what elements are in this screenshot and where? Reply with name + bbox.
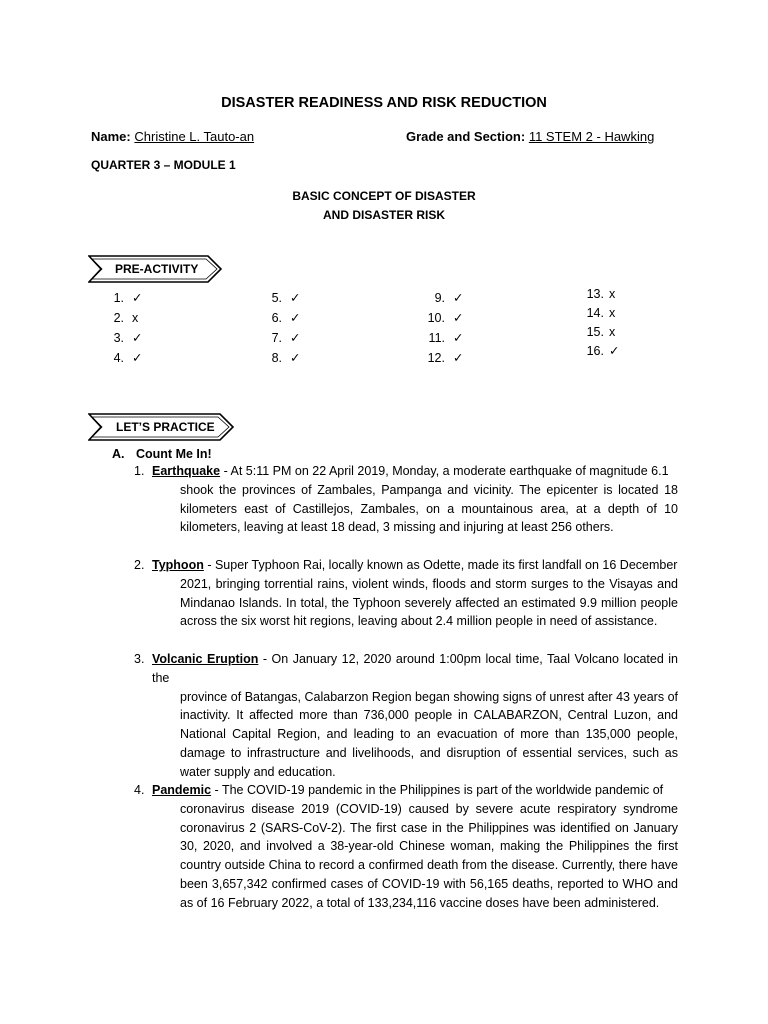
item-number: 3. xyxy=(134,652,145,666)
item-term: Pandemic xyxy=(152,783,212,797)
disaster-item-volcanic-eruption xyxy=(134,650,678,782)
item-number: 4. xyxy=(134,783,145,797)
answer-mark: ✓ xyxy=(453,351,464,365)
answer-mark: ✓ xyxy=(453,311,464,325)
subtitle-line-1: BASIC CONCEPT OF DISASTER xyxy=(292,189,476,203)
section-letter: A. xyxy=(112,447,125,461)
answer-number: 12. xyxy=(427,351,445,365)
lets-practice-banner xyxy=(88,413,236,441)
item-term: Volcanic Eruption xyxy=(152,652,259,666)
section-title: Count Me In! xyxy=(136,447,212,461)
item-term: Earthquake xyxy=(152,464,221,478)
document-title: DISASTER READINESS AND RISK REDUCTION xyxy=(221,95,547,111)
item-lead-text: - On January 12, 2020 around 1:00pm local time, Taal Volcano located in the xyxy=(152,652,678,685)
answer-item xyxy=(580,304,619,323)
answer-item xyxy=(421,288,463,308)
answers-column-1 xyxy=(100,288,142,368)
name-value: Christine L. Tauto-an xyxy=(134,129,255,144)
answer-item xyxy=(580,285,619,304)
answer-item xyxy=(580,342,619,361)
answer-item xyxy=(421,328,463,348)
answers-column-3 xyxy=(421,288,463,368)
answer-mark: ✓ xyxy=(453,291,464,305)
answer-mark: ✓ xyxy=(132,331,143,345)
answer-number: 1. xyxy=(113,291,124,305)
item-body-text: shook the provinces of Zambales, Pampanga and vicinity. The epicenter is located 18 kilometers east of Castillejos, Zambales, on a mountainous area, at a depth of 10 kilometers, leaving at least 18 dead, 3 missing and injuring at least 256 others. xyxy=(180,482,678,535)
answer-mark: ✓ xyxy=(453,331,464,345)
disaster-item-typhoon xyxy=(134,556,678,631)
item-body-text: province of Batangas, Calabarzon Region began showing signs of unrest after 43 years of inactivity. It affected more than 736,000 people in CALABARZON, Central Luzon, and National Capital Region, and leading to an evacuation of more than 135,000 people, damage to infrastructure and livelihoods, and disruption of essential services, such as water supply and education. xyxy=(180,689,678,779)
answer-mark: ✓ xyxy=(290,331,301,345)
answer-number: 6. xyxy=(271,311,282,325)
grade-section-value: 11 STEM 2 - Hawking xyxy=(528,129,655,144)
answer-number: 10. xyxy=(427,311,445,325)
answer-mark: x xyxy=(132,311,139,325)
answer-item xyxy=(100,288,142,308)
name-field xyxy=(91,129,254,144)
disaster-item-earthquake xyxy=(134,462,678,537)
answer-item xyxy=(421,348,463,368)
answer-item xyxy=(258,328,300,348)
answers-column-4 xyxy=(580,285,619,361)
item-number: 1. xyxy=(134,464,145,478)
answer-item xyxy=(421,308,463,328)
item-first-line xyxy=(134,781,678,800)
answers-column-2 xyxy=(258,288,300,368)
answer-number: 5. xyxy=(271,291,282,305)
grade-section-label: Grade and Section: xyxy=(406,129,526,144)
name-label: Name: xyxy=(91,129,131,144)
answer-item xyxy=(258,288,300,308)
answer-mark: ✓ xyxy=(609,344,620,358)
item-lead-text: - The COVID-19 pandemic in the Philippines is part of the worldwide pandemic of xyxy=(211,783,664,797)
answer-item xyxy=(258,308,300,328)
answer-number: 14. xyxy=(586,306,604,320)
answer-item xyxy=(100,348,142,368)
answer-mark: ✓ xyxy=(290,291,301,305)
section-a-heading xyxy=(112,447,212,461)
item-body-text: 2021, bringing torrential rains, violent winds, floods and storm surges to the Visayas and Mindanao Islands. In total, the Typhoon severely affected an estimated 9.9 million people across the six worst hit regions, leaving about 2.4 million people in need of assistance. xyxy=(180,576,678,629)
answer-number: 16. xyxy=(586,344,604,358)
answer-mark: x xyxy=(609,306,616,320)
lesson-subtitle xyxy=(0,187,768,225)
answer-number: 3. xyxy=(113,331,124,345)
subtitle-line-2: AND DISASTER RISK xyxy=(322,208,445,222)
quarter-module: QUARTER 3 – MODULE 1 xyxy=(91,158,236,172)
answer-mark: ✓ xyxy=(132,291,143,305)
answer-number: 13. xyxy=(586,287,604,301)
answer-mark: x xyxy=(609,287,616,301)
answer-number: 11. xyxy=(428,331,445,345)
pre-activity-banner xyxy=(88,255,224,283)
item-first-line xyxy=(134,462,678,481)
item-first-line xyxy=(134,650,678,688)
item-first-line xyxy=(134,556,678,575)
item-body-text: coronavirus disease 2019 (COVID-19) caused by severe acute respiratory syndrome coronavirus 2 (SARS-CoV-2). The first case in the Philippines was identified on January 30, 2020, and involved a 38-year-old Chinese woman, making the Philippines the first country outside China to record a confirmed death from the disease. Currently, there have been 3,657,342 confirmed cases of COVID-19 with 56,165 deaths, reported to WHO and as of 16 February 2022, a total of 133,234,116 vaccine doses have been administered. xyxy=(180,801,678,910)
answer-mark: ✓ xyxy=(132,351,143,365)
answer-mark: ✓ xyxy=(290,351,301,365)
answer-mark: x xyxy=(609,325,616,339)
grade-section-field xyxy=(406,129,654,144)
answer-item xyxy=(100,328,142,348)
answer-number: 2. xyxy=(113,311,124,325)
disaster-item-pandemic xyxy=(134,781,678,913)
answer-number: 4. xyxy=(113,351,124,365)
answer-number: 7. xyxy=(271,331,282,345)
answer-number: 15. xyxy=(586,325,604,339)
item-lead-text: - At 5:11 PM on 22 April 2019, Monday, a moderate earthquake of magnitude 6.1 xyxy=(220,464,669,478)
answer-item xyxy=(580,323,619,342)
item-term: Typhoon xyxy=(152,558,204,572)
pre-activity-label: PRE-ACTIVITY xyxy=(115,262,199,276)
answer-number: 9. xyxy=(434,291,445,305)
item-lead-text: - Super Typhoon Rai, locally known as Odette, made its first landfall on 16 December xyxy=(203,558,678,572)
item-number: 2. xyxy=(134,558,145,572)
answer-item xyxy=(100,308,142,328)
lets-practice-label: LET’S PRACTICE xyxy=(116,420,215,434)
answer-number: 8. xyxy=(271,351,282,365)
answer-item xyxy=(258,348,300,368)
answer-mark: ✓ xyxy=(290,311,301,325)
